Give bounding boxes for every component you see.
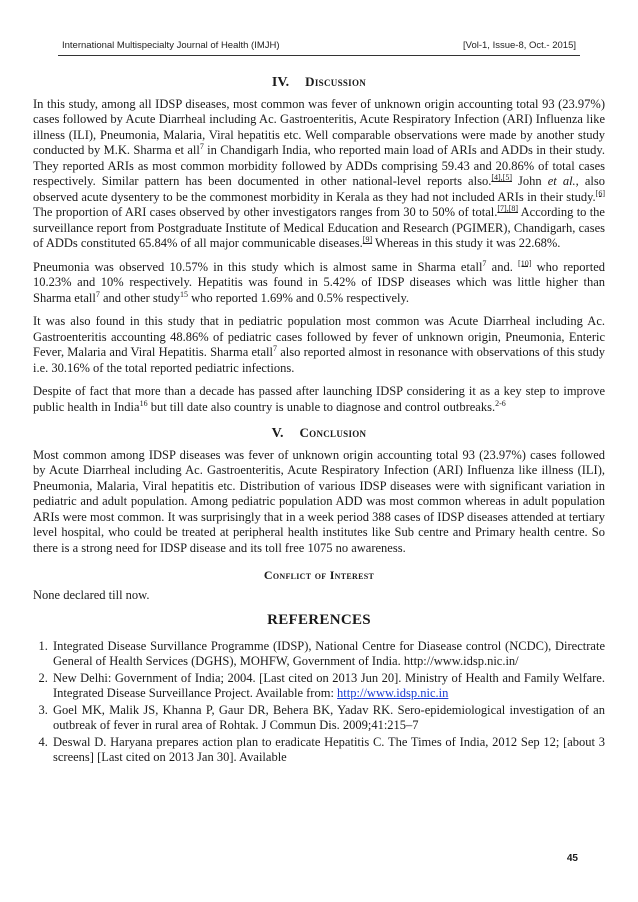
et-al: et al., <box>547 174 579 188</box>
citation: 2-6 <box>495 398 506 408</box>
conflict-heading: Conflict of Interest <box>263 568 375 582</box>
discussion-heading <box>33 74 605 91</box>
text-run: and. <box>486 259 519 274</box>
page-number: 45 <box>566 853 578 864</box>
references-list <box>33 639 605 766</box>
citation: 16 <box>139 398 148 408</box>
text-run: who reported 1.69% and 0.5% respectively. <box>188 290 410 305</box>
reference-item: 3. Goel MK, Malik JS, Khanna P, Gaur DR, Behera BK, Yadav RK. Sero-epidemiological investigation of an outbreak of fever in rural area of Rohtak. J Commun Dis. 2009;41:215–7 <box>51 703 605 734</box>
text-run: New Delhi: Government of India; 2004. [Last cited on 2013 Jun 20]. Ministry of Health and Family Welfare. Integrated Disease Surveillance Project. Available from: <box>53 670 605 700</box>
conclusion-paragraph: Most common among IDSP diseases was fever of unknown origin accounting total 93 (23.97%) cases followed by Acute Diarrheal including Ac. Gastroenteritis, Acute Respiratory Infection (ARI) Influenza like illness (ILI), Pneumonia, Malaria, Viral hepatitis etc. Distribution of various IDSP diseases were with significant variation in pediatric and adult population. Among pediatric population ADD was most common whereas in adult population ARIs were most common. It was surprisingly that in a week period 388 cases of IDSP diseases attended at tertiary level hospital, who could be treated at peripheral health institutes like Sub centre and Primary health centre. So there is a strong need for IDSP disease and its toll free 1075 no awareness. <box>33 447 605 555</box>
text-run: The proportion of ARI cases observed by other investigators ranges from 30 to 50% of total. <box>33 205 498 219</box>
discussion-paragraph-3 <box>33 314 605 376</box>
text-run: also reported almost in resonance with observations of this study i.e. 30.16% of the total reported pediatric infections. <box>33 345 605 375</box>
text-run: Despite of fact that more than a decade has passed after launching IDSP considering it as a key step to improve public health in India <box>33 384 605 414</box>
discussion-paragraph-4 <box>33 384 605 415</box>
citation-link[interactable]: [10] <box>518 258 532 268</box>
discussion-paragraph-2 <box>33 260 605 307</box>
conclusion-heading <box>33 425 605 442</box>
reference-item: 4. Deswal D. Haryana prepares action plan to eradicate Hepatitis C. The Times of India, 2012 Sep 12; [about 3 screens] [Last cited on 2013 Jan 30]. Available <box>51 735 605 766</box>
citation: 7 <box>273 343 277 353</box>
references-heading: REFERENCES <box>267 612 371 628</box>
text-run: According to the surveillance report from Postgraduate Institute of Medical Education and Research (PGIMER), Chandigarh, cases of ADDs constituted 65.84% of all major communicable diseases. <box>33 205 605 250</box>
citation: 7 <box>95 289 100 299</box>
volume-issue: [Vol-1, Issue-8, Oct.- 2015] <box>463 40 576 51</box>
text-run: Whereas in this study it was 22.68%. <box>372 236 561 250</box>
reference-item <box>51 671 605 702</box>
text-run: Pneumonia was observed 10.57% in this study which is almost same in Sharma etall <box>33 259 483 274</box>
text-run: and other study <box>99 290 181 305</box>
citation-link[interactable]: [6] <box>595 188 605 198</box>
text-run: In this study, among all IDSP diseases, most common was fever of unknown origin accounting total 93 (23.97%) cases followed by Acute Diarrheal including Ac. Gastroenteritis, Acute Respiratory Infection (ARI) Influenza like illness (ILI), Pneumonia, Malaria, Viral hepatitis etc. Well comparable observations were made by another study conducted by M.K. Sharma et all <box>33 96 605 157</box>
citation-link[interactable]: [9] <box>362 234 373 244</box>
citation-link[interactable]: [4],[5] <box>491 172 512 182</box>
journal-name: International Multispecialty Journal of Health (IMJH) <box>62 40 280 51</box>
citation: 7 <box>482 258 487 268</box>
discussion-paragraph-1 <box>33 97 605 252</box>
discussion-number: IV. <box>271 75 290 90</box>
citation-link[interactable]: [7],[8] <box>497 203 519 213</box>
text-run: in Chandigarh India, who reported main load of ARIs and ADDs in their study. They reported ARIs as most common morbidity followed by ADDs comprising 59.43 and 20.86% of total cases respectively. Similar pattern has been documented in other national-level reports also. <box>33 143 605 188</box>
text-run: It was also found in this study that in pediatric population most common was Acute Diarrheal including Ac. Gastroenteritis accounting 48.86% of pediatric cases followed by fever of unknown origin, Pneumonia, Enteric Fever, Malaria and Viral Hepatitis. Sharma etall <box>33 314 605 359</box>
text-run: but till date also country is unable to diagnose and control outbreaks. <box>147 399 496 414</box>
conclusion-number: V. <box>271 426 284 441</box>
running-header <box>62 40 576 54</box>
discussion-title: Discussion <box>305 74 367 89</box>
citation: 7 <box>199 141 204 151</box>
text-run: who reported 10.23% and 10% respectively. Hepatitis was found in 5.42% of IDSP diseases which was little higher than Sharma etall <box>33 259 605 305</box>
citation: 15 <box>180 289 189 299</box>
reference-item: 1. Integrated Disease Survillance Programme (IDSP), National Centre for Diasease control (NCDC), Directrate General of Health Services (DGHS), MOHFW, Government of India. http://www.idsp.nic.in/ <box>51 639 605 670</box>
header-rule <box>58 55 580 56</box>
conflict-text: None declared till now. <box>33 587 150 602</box>
conclusion-title: Conclusion <box>299 425 367 440</box>
text-run: John <box>511 174 548 188</box>
article-body <box>33 64 605 767</box>
text-run: also observed acute dysentery to be the commonest morbidity in Kerala as they had not included ARIs in their study. <box>33 174 605 204</box>
reference-link[interactable]: http://www.idsp.nic.in <box>337 686 449 700</box>
